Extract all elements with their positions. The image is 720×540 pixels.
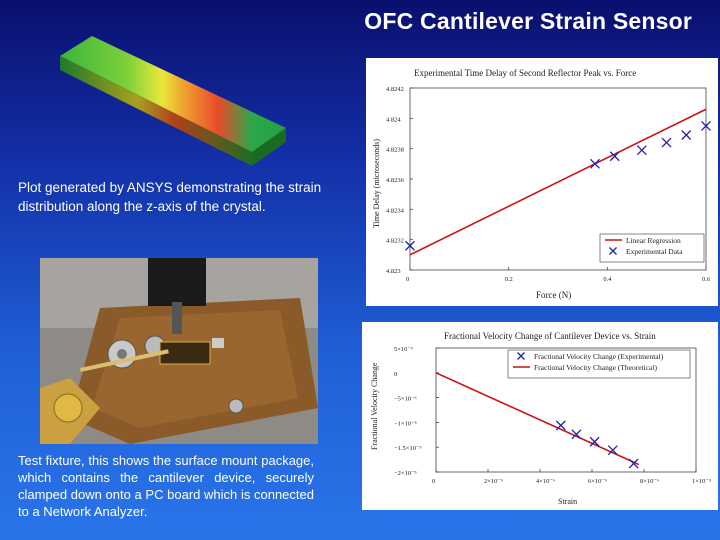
x-tick-label: 0.6	[702, 276, 711, 283]
test-fixture-photo	[40, 258, 318, 444]
chart2-ylabel: Fractional Velocity Change	[370, 362, 379, 450]
data-point	[591, 159, 600, 168]
data-point	[682, 131, 691, 140]
legend-label: Experimental Data	[626, 247, 683, 256]
x-tick-label: 8×10⁻⁶	[640, 478, 660, 485]
x-tick-label: 6×10⁻⁶	[588, 478, 608, 485]
velocity-change-chart	[362, 322, 718, 510]
ansys-strain-plot	[52, 28, 288, 168]
y-tick-label: 5×10⁻⁶	[394, 346, 414, 353]
chart1-title: Experimental Time Delay of Second Reflector Peak vs. Force	[414, 68, 637, 78]
fit-line	[436, 373, 639, 465]
x-tick-label: 0	[432, 478, 436, 485]
fit-line	[410, 109, 706, 255]
legend-label: Linear Regression	[626, 236, 681, 245]
slide-title: OFC Cantilever Strain Sensor	[364, 8, 692, 34]
x-tick-label: 0	[406, 276, 410, 283]
y-tick-label: 0	[394, 370, 398, 378]
x-tick-label: 0.4	[603, 276, 612, 283]
chart1-xlabel: Force (N)	[536, 290, 572, 300]
legend-label: Fractional Velocity Change (Theoretical)	[534, 363, 657, 372]
y-tick-label: 4.8232	[386, 237, 404, 245]
x-tick-label: 2×10⁻⁶	[484, 478, 504, 485]
ansys-caption: Plot generated by ANSYS demonstrating the strain distribution along the z-axis of the crystal.	[18, 180, 322, 214]
legend-label: Fractional Velocity Change (Experimental)	[534, 352, 664, 361]
y-tick-label: 4.8238	[386, 146, 404, 154]
x-tick-label: 4×10⁻⁶	[536, 478, 556, 485]
y-tick-label: −5×10⁻⁶	[394, 395, 417, 403]
y-tick-label: 4.8236	[386, 177, 404, 184]
y-tick-label: −1×10⁻⁵	[394, 420, 417, 428]
y-tick-label: 4.824	[386, 116, 401, 124]
x-tick-label: 0.2	[504, 276, 513, 283]
y-tick-label: 4.823	[386, 268, 401, 275]
data-point	[662, 138, 671, 147]
x-tick-label: 1×10⁻⁵	[692, 478, 712, 485]
chart2-title: Fractional Velocity Change of Cantilever Device vs. Strain	[444, 331, 656, 341]
fixture-caption: Test fixture, this shows the surface mount package, which contains the cantilever device, securely clamped down onto a PC board which is connected to a Network Analyzer.	[18, 453, 314, 519]
y-tick-label: 4.8234	[386, 207, 404, 215]
time-delay-chart	[366, 58, 718, 306]
y-tick-label: −2×10⁻⁵	[394, 470, 417, 477]
chart1-ylabel: Time Delay (microseconds)	[372, 138, 381, 228]
chart2-xlabel: Strain	[558, 497, 578, 506]
y-tick-label: 4.8242	[386, 86, 404, 93]
data-point	[637, 146, 646, 155]
y-tick-label: −1.5×10⁻⁵	[394, 445, 422, 453]
